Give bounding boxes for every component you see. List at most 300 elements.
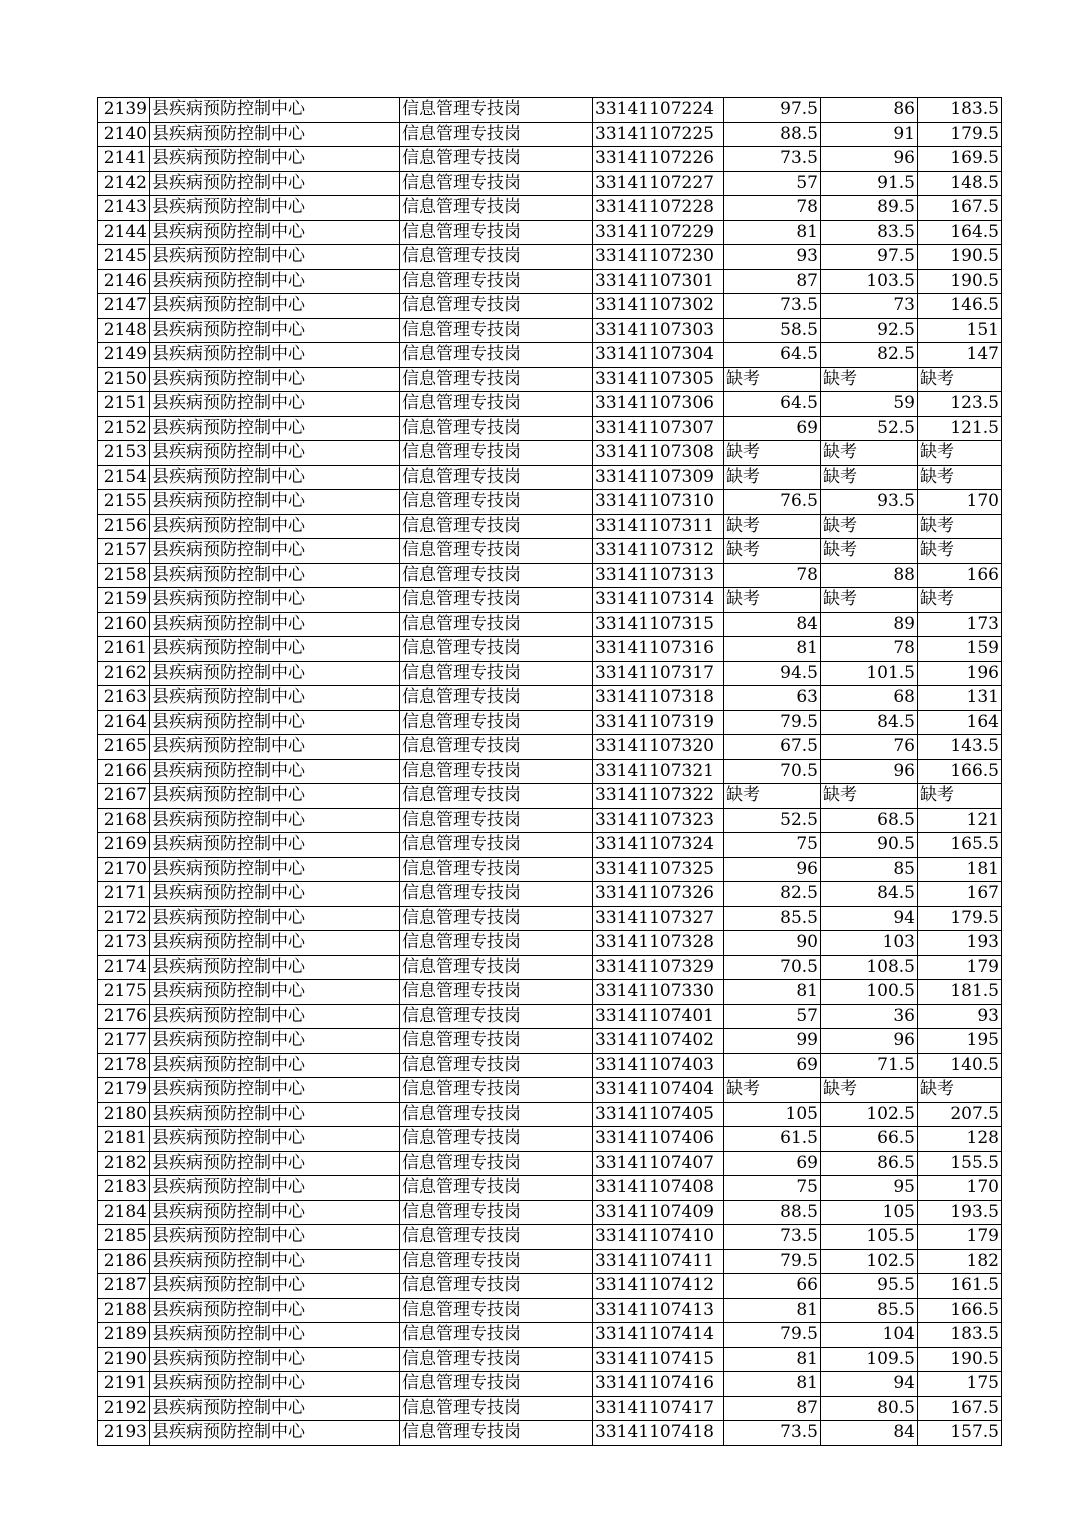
score-2-cell: 缺考 — [821, 441, 918, 466]
unit-cell: 县疾病预防控制中心 — [150, 588, 400, 613]
score-2-cell: 92.5 — [821, 318, 918, 343]
score-1-cell: 64.5 — [724, 343, 821, 368]
total-score-cell: 缺考 — [918, 1078, 1002, 1103]
post-cell: 信息管理专技岗 — [400, 808, 593, 833]
score-2-cell: 85 — [821, 857, 918, 882]
post-cell: 信息管理专技岗 — [400, 1225, 593, 1250]
score-2-cell: 95.5 — [821, 1274, 918, 1299]
unit-cell: 县疾病预防控制中心 — [150, 318, 400, 343]
table-row — [98, 784, 1002, 809]
row-number-cell: 2180 — [98, 1102, 150, 1127]
post-cell: 信息管理专技岗 — [400, 1176, 593, 1201]
unit-cell: 县疾病预防控制中心 — [150, 1421, 400, 1446]
exam-id-cell: 33141107329 — [593, 955, 724, 980]
unit-cell: 县疾病预防控制中心 — [150, 661, 400, 686]
row-number-cell: 2166 — [98, 759, 150, 784]
row-number-cell: 2171 — [98, 882, 150, 907]
total-score-cell: 173 — [918, 612, 1002, 637]
exam-id-cell: 33141107311 — [593, 514, 724, 539]
total-score-cell: 196 — [918, 661, 1002, 686]
table-row — [98, 1029, 1002, 1054]
score-1-cell: 57 — [724, 1004, 821, 1029]
score-1-cell: 78 — [724, 196, 821, 221]
exam-id-cell: 33141107415 — [593, 1347, 724, 1372]
exam-id-cell: 33141107314 — [593, 588, 724, 613]
exam-id-cell: 33141107227 — [593, 171, 724, 196]
total-score-cell: 195 — [918, 1029, 1002, 1054]
score-1-cell: 64.5 — [724, 392, 821, 417]
exam-id-cell: 33141107403 — [593, 1053, 724, 1078]
total-score-cell: 140.5 — [918, 1053, 1002, 1078]
score-2-cell: 100.5 — [821, 980, 918, 1005]
score-2-cell: 缺考 — [821, 539, 918, 564]
score-1-cell: 67.5 — [724, 735, 821, 760]
table-row — [98, 269, 1002, 294]
post-cell: 信息管理专技岗 — [400, 1102, 593, 1127]
post-cell: 信息管理专技岗 — [400, 294, 593, 319]
unit-cell: 县疾病预防控制中心 — [150, 490, 400, 515]
row-number-cell: 2151 — [98, 392, 150, 417]
post-cell: 信息管理专技岗 — [400, 1372, 593, 1397]
score-1-cell: 73.5 — [724, 147, 821, 172]
table-row — [98, 1274, 1002, 1299]
score-2-cell: 84.5 — [821, 710, 918, 735]
row-number-cell: 2184 — [98, 1200, 150, 1225]
row-number-cell: 2162 — [98, 661, 150, 686]
post-cell: 信息管理专技岗 — [400, 245, 593, 270]
post-cell: 信息管理专技岗 — [400, 588, 593, 613]
unit-cell: 县疾病预防控制中心 — [150, 196, 400, 221]
table-row — [98, 465, 1002, 490]
score-1-cell: 66 — [724, 1274, 821, 1299]
score-2-cell: 89 — [821, 612, 918, 637]
post-cell: 信息管理专技岗 — [400, 833, 593, 858]
score-2-cell: 96 — [821, 759, 918, 784]
exam-id-cell: 33141107305 — [593, 367, 724, 392]
total-score-cell: 183.5 — [918, 98, 1002, 123]
unit-cell: 县疾病预防控制中心 — [150, 343, 400, 368]
unit-cell: 县疾病预防控制中心 — [150, 1225, 400, 1250]
score-table-body — [98, 98, 1002, 1446]
post-cell: 信息管理专技岗 — [400, 1151, 593, 1176]
post-cell: 信息管理专技岗 — [400, 514, 593, 539]
exam-id-cell: 33141107322 — [593, 784, 724, 809]
exam-id-cell: 33141107301 — [593, 269, 724, 294]
score-2-cell: 缺考 — [821, 784, 918, 809]
exam-id-cell: 33141107308 — [593, 441, 724, 466]
score-2-cell: 86.5 — [821, 1151, 918, 1176]
table-row — [98, 367, 1002, 392]
table-row — [98, 637, 1002, 662]
total-score-cell: 193 — [918, 931, 1002, 956]
score-1-cell: 69 — [724, 1151, 821, 1176]
post-cell: 信息管理专技岗 — [400, 171, 593, 196]
score-2-cell: 68 — [821, 686, 918, 711]
exam-id-cell: 33141107325 — [593, 857, 724, 882]
score-1-cell: 81 — [724, 637, 821, 662]
score-1-cell: 88.5 — [724, 122, 821, 147]
row-number-cell: 2190 — [98, 1347, 150, 1372]
score-1-cell: 缺考 — [724, 514, 821, 539]
total-score-cell: 缺考 — [918, 367, 1002, 392]
exam-id-cell: 33141107408 — [593, 1176, 724, 1201]
table-row — [98, 1053, 1002, 1078]
post-cell: 信息管理专技岗 — [400, 1078, 593, 1103]
total-score-cell: 123.5 — [918, 392, 1002, 417]
table-row — [98, 661, 1002, 686]
exam-id-cell: 33141107324 — [593, 833, 724, 858]
score-1-cell: 缺考 — [724, 588, 821, 613]
unit-cell: 县疾病预防控制中心 — [150, 1372, 400, 1397]
row-number-cell: 2159 — [98, 588, 150, 613]
total-score-cell: 166.5 — [918, 759, 1002, 784]
row-number-cell: 2148 — [98, 318, 150, 343]
unit-cell: 县疾病预防控制中心 — [150, 563, 400, 588]
score-2-cell: 101.5 — [821, 661, 918, 686]
total-score-cell: 155.5 — [918, 1151, 1002, 1176]
post-cell: 信息管理专技岗 — [400, 980, 593, 1005]
row-number-cell: 2186 — [98, 1249, 150, 1274]
unit-cell: 县疾病预防控制中心 — [150, 1298, 400, 1323]
table-row — [98, 980, 1002, 1005]
total-score-cell: 147 — [918, 343, 1002, 368]
score-2-cell: 84 — [821, 1421, 918, 1446]
score-2-cell: 103 — [821, 931, 918, 956]
total-score-cell: 159 — [918, 637, 1002, 662]
table-row — [98, 490, 1002, 515]
exam-id-cell: 33141107402 — [593, 1029, 724, 1054]
score-table — [97, 97, 1002, 1446]
score-2-cell: 102.5 — [821, 1249, 918, 1274]
unit-cell: 县疾病预防控制中心 — [150, 735, 400, 760]
table-row — [98, 1004, 1002, 1029]
table-row — [98, 1200, 1002, 1225]
total-score-cell: 166.5 — [918, 1298, 1002, 1323]
score-1-cell: 84 — [724, 612, 821, 637]
unit-cell: 县疾病预防控制中心 — [150, 808, 400, 833]
post-cell: 信息管理专技岗 — [400, 1249, 593, 1274]
table-row — [98, 710, 1002, 735]
score-2-cell: 缺考 — [821, 588, 918, 613]
exam-id-cell: 33141107321 — [593, 759, 724, 784]
total-score-cell: 151 — [918, 318, 1002, 343]
total-score-cell: 128 — [918, 1127, 1002, 1152]
exam-id-cell: 33141107302 — [593, 294, 724, 319]
unit-cell: 县疾病预防控制中心 — [150, 1029, 400, 1054]
table-row — [98, 343, 1002, 368]
score-2-cell: 91.5 — [821, 171, 918, 196]
score-1-cell: 81 — [724, 1347, 821, 1372]
row-number-cell: 2144 — [98, 220, 150, 245]
post-cell: 信息管理专技岗 — [400, 269, 593, 294]
unit-cell: 县疾病预防控制中心 — [150, 465, 400, 490]
score-1-cell: 73.5 — [724, 1225, 821, 1250]
total-score-cell: 167.5 — [918, 196, 1002, 221]
total-score-cell: 157.5 — [918, 1421, 1002, 1446]
unit-cell: 县疾病预防控制中心 — [150, 245, 400, 270]
exam-id-cell: 33141107225 — [593, 122, 724, 147]
total-score-cell: 缺考 — [918, 465, 1002, 490]
score-2-cell: 71.5 — [821, 1053, 918, 1078]
exam-id-cell: 33141107405 — [593, 1102, 724, 1127]
row-number-cell: 2172 — [98, 906, 150, 931]
row-number-cell: 2164 — [98, 710, 150, 735]
score-1-cell: 87 — [724, 269, 821, 294]
exam-id-cell: 33141107318 — [593, 686, 724, 711]
score-2-cell: 91 — [821, 122, 918, 147]
table-row — [98, 171, 1002, 196]
post-cell: 信息管理专技岗 — [400, 1053, 593, 1078]
score-1-cell: 73.5 — [724, 294, 821, 319]
score-2-cell: 109.5 — [821, 1347, 918, 1372]
total-score-cell: 161.5 — [918, 1274, 1002, 1299]
total-score-cell: 179 — [918, 1225, 1002, 1250]
exam-id-cell: 33141107315 — [593, 612, 724, 637]
total-score-cell: 207.5 — [918, 1102, 1002, 1127]
score-2-cell: 88 — [821, 563, 918, 588]
unit-cell: 县疾病预防控制中心 — [150, 710, 400, 735]
table-row — [98, 1396, 1002, 1421]
exam-id-cell: 33141107330 — [593, 980, 724, 1005]
row-number-cell: 2149 — [98, 343, 150, 368]
unit-cell: 县疾病预防控制中心 — [150, 980, 400, 1005]
total-score-cell: 缺考 — [918, 784, 1002, 809]
score-1-cell: 缺考 — [724, 1078, 821, 1103]
score-2-cell: 68.5 — [821, 808, 918, 833]
row-number-cell: 2153 — [98, 441, 150, 466]
score-1-cell: 88.5 — [724, 1200, 821, 1225]
table-row — [98, 1421, 1002, 1446]
score-2-cell: 93.5 — [821, 490, 918, 515]
total-score-cell: 166 — [918, 563, 1002, 588]
total-score-cell: 121.5 — [918, 416, 1002, 441]
unit-cell: 县疾病预防控制中心 — [150, 1176, 400, 1201]
post-cell: 信息管理专技岗 — [400, 710, 593, 735]
total-score-cell: 182 — [918, 1249, 1002, 1274]
unit-cell: 县疾病预防控制中心 — [150, 147, 400, 172]
score-1-cell: 缺考 — [724, 465, 821, 490]
total-score-cell: 170 — [918, 490, 1002, 515]
post-cell: 信息管理专技岗 — [400, 490, 593, 515]
row-number-cell: 2163 — [98, 686, 150, 711]
score-1-cell: 81 — [724, 980, 821, 1005]
table-row — [98, 1078, 1002, 1103]
row-number-cell: 2141 — [98, 147, 150, 172]
score-1-cell: 61.5 — [724, 1127, 821, 1152]
table-row — [98, 514, 1002, 539]
row-number-cell: 2189 — [98, 1323, 150, 1348]
row-number-cell: 2185 — [98, 1225, 150, 1250]
exam-id-cell: 33141107307 — [593, 416, 724, 441]
post-cell: 信息管理专技岗 — [400, 318, 593, 343]
unit-cell: 县疾病预防控制中心 — [150, 1274, 400, 1299]
total-score-cell: 175 — [918, 1372, 1002, 1397]
total-score-cell: 193.5 — [918, 1200, 1002, 1225]
score-2-cell: 86 — [821, 98, 918, 123]
unit-cell: 县疾病预防控制中心 — [150, 612, 400, 637]
unit-cell: 县疾病预防控制中心 — [150, 1102, 400, 1127]
unit-cell: 县疾病预防控制中心 — [150, 539, 400, 564]
table-row — [98, 245, 1002, 270]
table-row — [98, 1323, 1002, 1348]
unit-cell: 县疾病预防控制中心 — [150, 1078, 400, 1103]
exam-id-cell: 33141107312 — [593, 539, 724, 564]
exam-id-cell: 33141107413 — [593, 1298, 724, 1323]
exam-id-cell: 33141107416 — [593, 1372, 724, 1397]
post-cell: 信息管理专技岗 — [400, 416, 593, 441]
row-number-cell: 2179 — [98, 1078, 150, 1103]
post-cell: 信息管理专技岗 — [400, 196, 593, 221]
total-score-cell: 169.5 — [918, 147, 1002, 172]
post-cell: 信息管理专技岗 — [400, 612, 593, 637]
score-2-cell: 94 — [821, 1372, 918, 1397]
score-1-cell: 94.5 — [724, 661, 821, 686]
exam-id-cell: 33141107411 — [593, 1249, 724, 1274]
score-1-cell: 76.5 — [724, 490, 821, 515]
exam-id-cell: 33141107326 — [593, 882, 724, 907]
score-1-cell: 69 — [724, 416, 821, 441]
total-score-cell: 179.5 — [918, 906, 1002, 931]
unit-cell: 县疾病预防控制中心 — [150, 1347, 400, 1372]
score-1-cell: 缺考 — [724, 441, 821, 466]
row-number-cell: 2169 — [98, 833, 150, 858]
table-row — [98, 318, 1002, 343]
score-2-cell: 95 — [821, 1176, 918, 1201]
table-row — [98, 441, 1002, 466]
table-row — [98, 1298, 1002, 1323]
score-2-cell: 94 — [821, 906, 918, 931]
unit-cell: 县疾病预防控制中心 — [150, 98, 400, 123]
total-score-cell: 缺考 — [918, 441, 1002, 466]
exam-id-cell: 33141107407 — [593, 1151, 724, 1176]
post-cell: 信息管理专技岗 — [400, 686, 593, 711]
table-row — [98, 392, 1002, 417]
score-2-cell: 90.5 — [821, 833, 918, 858]
post-cell: 信息管理专技岗 — [400, 735, 593, 760]
table-row — [98, 1372, 1002, 1397]
row-number-cell: 2191 — [98, 1372, 150, 1397]
exam-id-cell: 33141107303 — [593, 318, 724, 343]
exam-id-cell: 33141107313 — [593, 563, 724, 588]
unit-cell: 县疾病预防控制中心 — [150, 1249, 400, 1274]
table-row — [98, 955, 1002, 980]
score-1-cell: 81 — [724, 1372, 821, 1397]
post-cell: 信息管理专技岗 — [400, 465, 593, 490]
row-number-cell: 2170 — [98, 857, 150, 882]
score-1-cell: 75 — [724, 833, 821, 858]
total-score-cell: 167.5 — [918, 1396, 1002, 1421]
score-2-cell: 97.5 — [821, 245, 918, 270]
row-number-cell: 2174 — [98, 955, 150, 980]
post-cell: 信息管理专技岗 — [400, 1127, 593, 1152]
score-1-cell: 81 — [724, 1298, 821, 1323]
exam-id-cell: 33141107320 — [593, 735, 724, 760]
table-row — [98, 735, 1002, 760]
unit-cell: 县疾病预防控制中心 — [150, 416, 400, 441]
post-cell: 信息管理专技岗 — [400, 1298, 593, 1323]
post-cell: 信息管理专技岗 — [400, 392, 593, 417]
row-number-cell: 2181 — [98, 1127, 150, 1152]
exam-id-cell: 33141107226 — [593, 147, 724, 172]
unit-cell: 县疾病预防控制中心 — [150, 955, 400, 980]
table-row — [98, 931, 1002, 956]
post-cell: 信息管理专技岗 — [400, 906, 593, 931]
unit-cell: 县疾病预防控制中心 — [150, 1396, 400, 1421]
post-cell: 信息管理专技岗 — [400, 661, 593, 686]
score-1-cell: 52.5 — [724, 808, 821, 833]
score-2-cell: 52.5 — [821, 416, 918, 441]
unit-cell: 县疾病预防控制中心 — [150, 833, 400, 858]
post-cell: 信息管理专技岗 — [400, 1274, 593, 1299]
score-1-cell: 82.5 — [724, 882, 821, 907]
row-number-cell: 2154 — [98, 465, 150, 490]
score-1-cell: 97.5 — [724, 98, 821, 123]
post-cell: 信息管理专技岗 — [400, 122, 593, 147]
row-number-cell: 2183 — [98, 1176, 150, 1201]
table-row — [98, 1151, 1002, 1176]
post-cell: 信息管理专技岗 — [400, 441, 593, 466]
total-score-cell: 190.5 — [918, 269, 1002, 294]
total-score-cell: 93 — [918, 1004, 1002, 1029]
score-1-cell: 57 — [724, 171, 821, 196]
unit-cell: 县疾病预防控制中心 — [150, 1200, 400, 1225]
unit-cell: 县疾病预防控制中心 — [150, 1127, 400, 1152]
score-2-cell: 103.5 — [821, 269, 918, 294]
score-2-cell: 36 — [821, 1004, 918, 1029]
row-number-cell: 2147 — [98, 294, 150, 319]
total-score-cell: 165.5 — [918, 833, 1002, 858]
row-number-cell: 2192 — [98, 1396, 150, 1421]
table-row — [98, 196, 1002, 221]
score-1-cell: 63 — [724, 686, 821, 711]
total-score-cell: 181.5 — [918, 980, 1002, 1005]
unit-cell: 县疾病预防控制中心 — [150, 441, 400, 466]
score-1-cell: 缺考 — [724, 367, 821, 392]
post-cell: 信息管理专技岗 — [400, 882, 593, 907]
post-cell: 信息管理专技岗 — [400, 343, 593, 368]
score-2-cell: 59 — [821, 392, 918, 417]
score-2-cell: 缺考 — [821, 1078, 918, 1103]
total-score-cell: 148.5 — [918, 171, 1002, 196]
score-2-cell: 78 — [821, 637, 918, 662]
table-row — [98, 563, 1002, 588]
score-2-cell: 89.5 — [821, 196, 918, 221]
total-score-cell: 183.5 — [918, 1323, 1002, 1348]
total-score-cell: 146.5 — [918, 294, 1002, 319]
score-1-cell: 缺考 — [724, 784, 821, 809]
unit-cell: 县疾病预防控制中心 — [150, 220, 400, 245]
score-1-cell: 99 — [724, 1029, 821, 1054]
unit-cell: 县疾病预防控制中心 — [150, 269, 400, 294]
score-1-cell: 78 — [724, 563, 821, 588]
score-2-cell: 96 — [821, 1029, 918, 1054]
score-2-cell: 102.5 — [821, 1102, 918, 1127]
table-row — [98, 539, 1002, 564]
unit-cell: 县疾病预防控制中心 — [150, 171, 400, 196]
row-number-cell: 2178 — [98, 1053, 150, 1078]
score-2-cell: 66.5 — [821, 1127, 918, 1152]
exam-id-cell: 33141107304 — [593, 343, 724, 368]
score-2-cell: 84.5 — [821, 882, 918, 907]
total-score-cell: 缺考 — [918, 588, 1002, 613]
post-cell: 信息管理专技岗 — [400, 931, 593, 956]
table-row — [98, 1176, 1002, 1201]
unit-cell: 县疾病预防控制中心 — [150, 1004, 400, 1029]
unit-cell: 县疾病预防控制中心 — [150, 294, 400, 319]
post-cell: 信息管理专技岗 — [400, 784, 593, 809]
score-2-cell: 105 — [821, 1200, 918, 1225]
total-score-cell: 缺考 — [918, 539, 1002, 564]
